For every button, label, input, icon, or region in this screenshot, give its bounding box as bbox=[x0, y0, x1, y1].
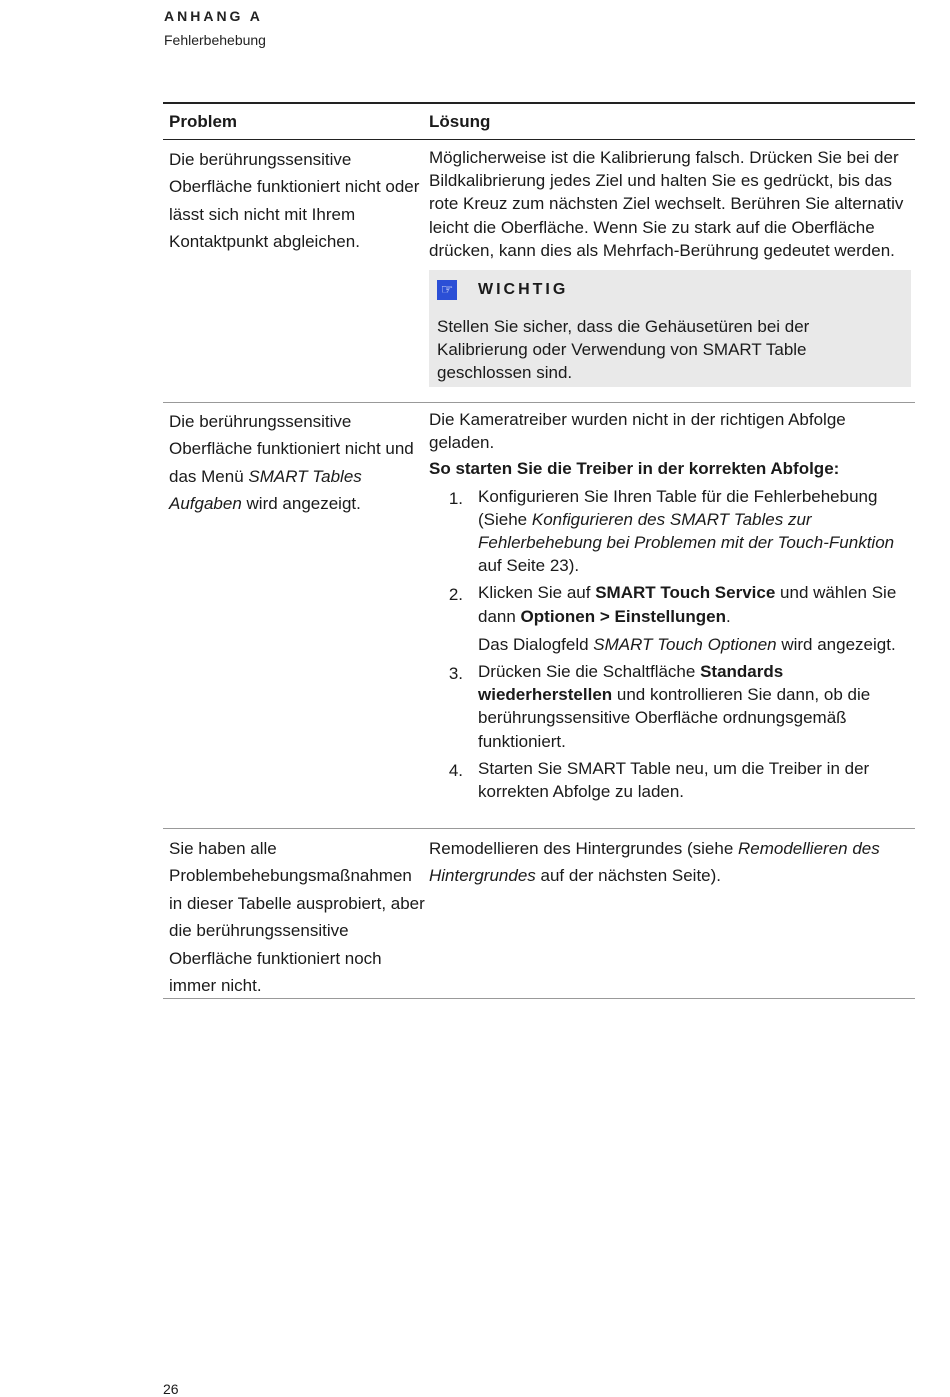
column-header-problem: Problem bbox=[169, 111, 238, 131]
cross-reference-link: Konfigurieren des SMART Tables zur Fehlerbehebung bei Problemen mit der Touch-Funktion bbox=[478, 509, 895, 553]
problem-text-end: wird angezeigt. bbox=[241, 494, 361, 514]
problem-cell: Sie haben alle Problembehebungsmaßnahmen in dieser Tabelle ausprobiert, aber die berührungssensitive Oberfläche funktioniert noch immer nicht. bbox=[169, 839, 425, 996]
step-text-part: auf Seite 23). bbox=[478, 556, 580, 576]
step-number: 4. bbox=[448, 760, 463, 780]
step-text bbox=[478, 485, 915, 578]
solution-intro: Die Kameratreiber wurden nicht in der richtigen Abfolge geladen. bbox=[429, 410, 846, 453]
step-result bbox=[478, 633, 915, 656]
column-header-solution: Lösung bbox=[429, 111, 491, 131]
step-3 bbox=[429, 660, 915, 753]
ui-term: SMART Touch Service bbox=[595, 583, 776, 603]
step-text-part: Konfigurieren Sie Ihren Table für die Fehlerbehebung (Siehe bbox=[478, 486, 878, 529]
step-4 bbox=[429, 757, 915, 803]
note-title: WICHTIG bbox=[478, 281, 569, 299]
step-number: 1. bbox=[448, 488, 463, 508]
cross-reference-link: Remodellieren des Hintergrundes bbox=[429, 839, 880, 886]
step-text-part: und kontrollieren Sie dann, ob die berührungssensitive Oberfläche ordnungsgemäß funktioniert. bbox=[478, 685, 871, 751]
dialog-name: SMART Touch Optionen bbox=[593, 634, 777, 654]
menu-name: SMART Tables Aufgaben bbox=[169, 466, 362, 514]
pointing-hand-icon: ☞ bbox=[437, 280, 457, 300]
note-header bbox=[437, 277, 903, 303]
problem-cell: Die berührungssensitive Oberfläche funktioniert nicht oder lässt sich nicht mit Ihrem Kontaktpunkt abgleichen. bbox=[169, 150, 420, 252]
step-text-part: Klicken Sie auf bbox=[478, 583, 596, 603]
step-number: 2. bbox=[448, 585, 463, 605]
note-text: Stellen Sie sicher, dass die Gehäusetüren bei der Kalibrierung oder Verwendung von SMART Table geschlossen sind. bbox=[437, 317, 810, 383]
section-label: Fehlerbehebung bbox=[164, 32, 266, 48]
running-header bbox=[164, 8, 266, 48]
step-text-part: Drücken Sie die Schaltfläche bbox=[478, 662, 701, 682]
table-header-row bbox=[163, 102, 915, 140]
problem-text: Die berührungssensitive Oberfläche funktioniert nicht und das Menü bbox=[169, 412, 414, 486]
steps-heading: So starten Sie die Treiber in der korrekten Abfolge: bbox=[429, 459, 840, 479]
step-text-part: und wählen Sie dann bbox=[478, 583, 897, 626]
step-number: 3. bbox=[448, 664, 463, 684]
step-text-part: . bbox=[725, 606, 731, 626]
step-text bbox=[478, 581, 915, 656]
solution-text-end: auf der nächsten Seite). bbox=[535, 866, 722, 886]
solution-text: Möglicherweise ist die Kalibrierung falsch. Drücken Sie bei der Bildkalibrierung jedes Ziel und halten Sie es gedrückt, bis das rote Kreuz zum nächsten Ziel wechselt. Berühren Sie alternativ leicht die Oberfläche. Wenn Sie zu stark auf die Oberfläche drücken, kann dies als Mehrfach-Berührung gedeutet werden. bbox=[429, 148, 904, 260]
step-text-part: Das Dialogfeld bbox=[478, 634, 594, 654]
page-number: 26 bbox=[163, 1381, 179, 1397]
solution-cell bbox=[429, 146, 915, 402]
table-row bbox=[163, 403, 915, 829]
ui-term: Optionen > Einstellungen bbox=[520, 606, 726, 626]
table-row bbox=[163, 140, 915, 403]
solution-text: Remodellieren des Hintergrundes (siehe bbox=[429, 839, 738, 858]
solution-cell bbox=[429, 835, 915, 998]
ui-term: Standards wiederherstellen bbox=[478, 662, 784, 705]
step-2 bbox=[429, 581, 915, 656]
step-text: Starten Sie SMART Table neu, um die Treiber in der korrekten Abfolge zu laden. bbox=[478, 758, 870, 802]
step-1 bbox=[429, 485, 915, 578]
step-text-part: wird angezeigt. bbox=[776, 634, 896, 654]
problem-cell bbox=[163, 408, 429, 828]
chapter-label: ANHANG A bbox=[164, 8, 263, 24]
step-text bbox=[478, 660, 915, 753]
solution-cell bbox=[429, 408, 915, 828]
table-row bbox=[163, 829, 915, 999]
troubleshooting-table bbox=[163, 102, 915, 999]
important-note bbox=[429, 270, 911, 387]
